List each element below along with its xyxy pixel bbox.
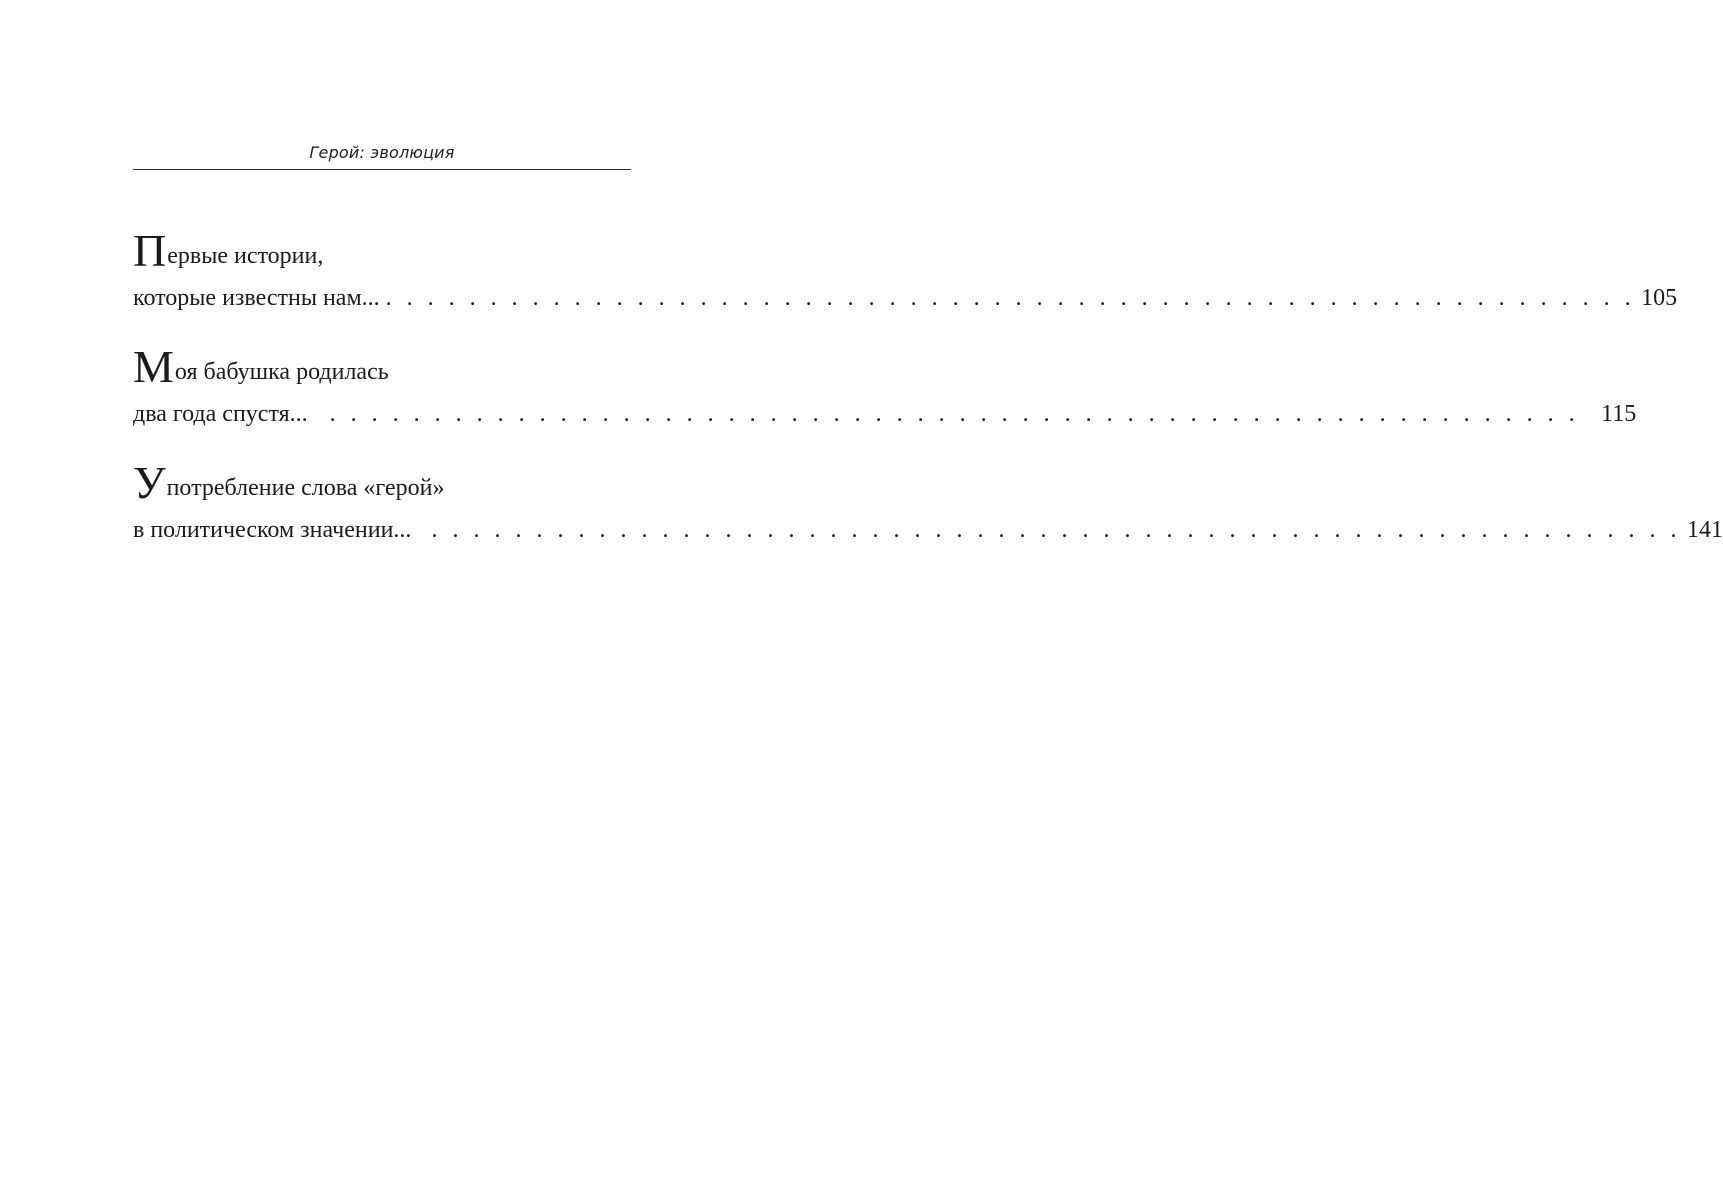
page-number: 105 [1641,285,1678,311]
page-number: 115 [1601,401,1637,427]
page-number: 141 [1686,517,1723,543]
drop-cap: У [133,457,166,508]
toc-entry-subtitle: два года спустя... [133,401,308,427]
toc-entry-title-rest: оя бабушка родилась [174,359,389,385]
toc-entry-title [133,216,631,274]
toc-entry[interactable] [133,448,1723,548]
toc-entry-line [133,396,1637,432]
header-rule [133,169,631,170]
toc-entry-title-rest: потребление слова «герой» [166,475,445,501]
dot-leader: . . . . . . . . . . . . . . . . . . . . . . . . . . . . . . . . . . . . . . . . . . . . . . . . . . . . . . . . . . . . [431,517,1681,543]
toc-entry-subtitle: которые известны нам... [133,285,380,311]
drop-cap: М [133,341,174,392]
drop-cap: П [133,225,167,276]
dot-leader: . . . . . . . . . . . . . . . . . . . . . . . . . . . . . . . . . . . . . . . . . . . . . . . . . . . . . . . . . . . . [385,285,1636,311]
table-of-contents [133,216,1723,548]
toc-entry-title-rest: ервые истории, [167,243,324,269]
toc-entry-line [133,512,1723,548]
running-head: Герой: эволюция [309,143,455,162]
dot-leader: . . . . . . . . . . . . . . . . . . . . . . . . . . . . . . . . . . . . . . . . . . . . . . . . . . . . . . . . . . . . [329,401,1580,427]
toc-entry-subtitle: в политическом значении... [133,517,412,543]
toc-entry-title [133,448,631,506]
toc-entry[interactable] [133,332,1637,432]
toc-entry[interactable] [133,216,1678,316]
toc-entry-title [133,332,631,390]
toc-entry-line [133,280,1678,316]
